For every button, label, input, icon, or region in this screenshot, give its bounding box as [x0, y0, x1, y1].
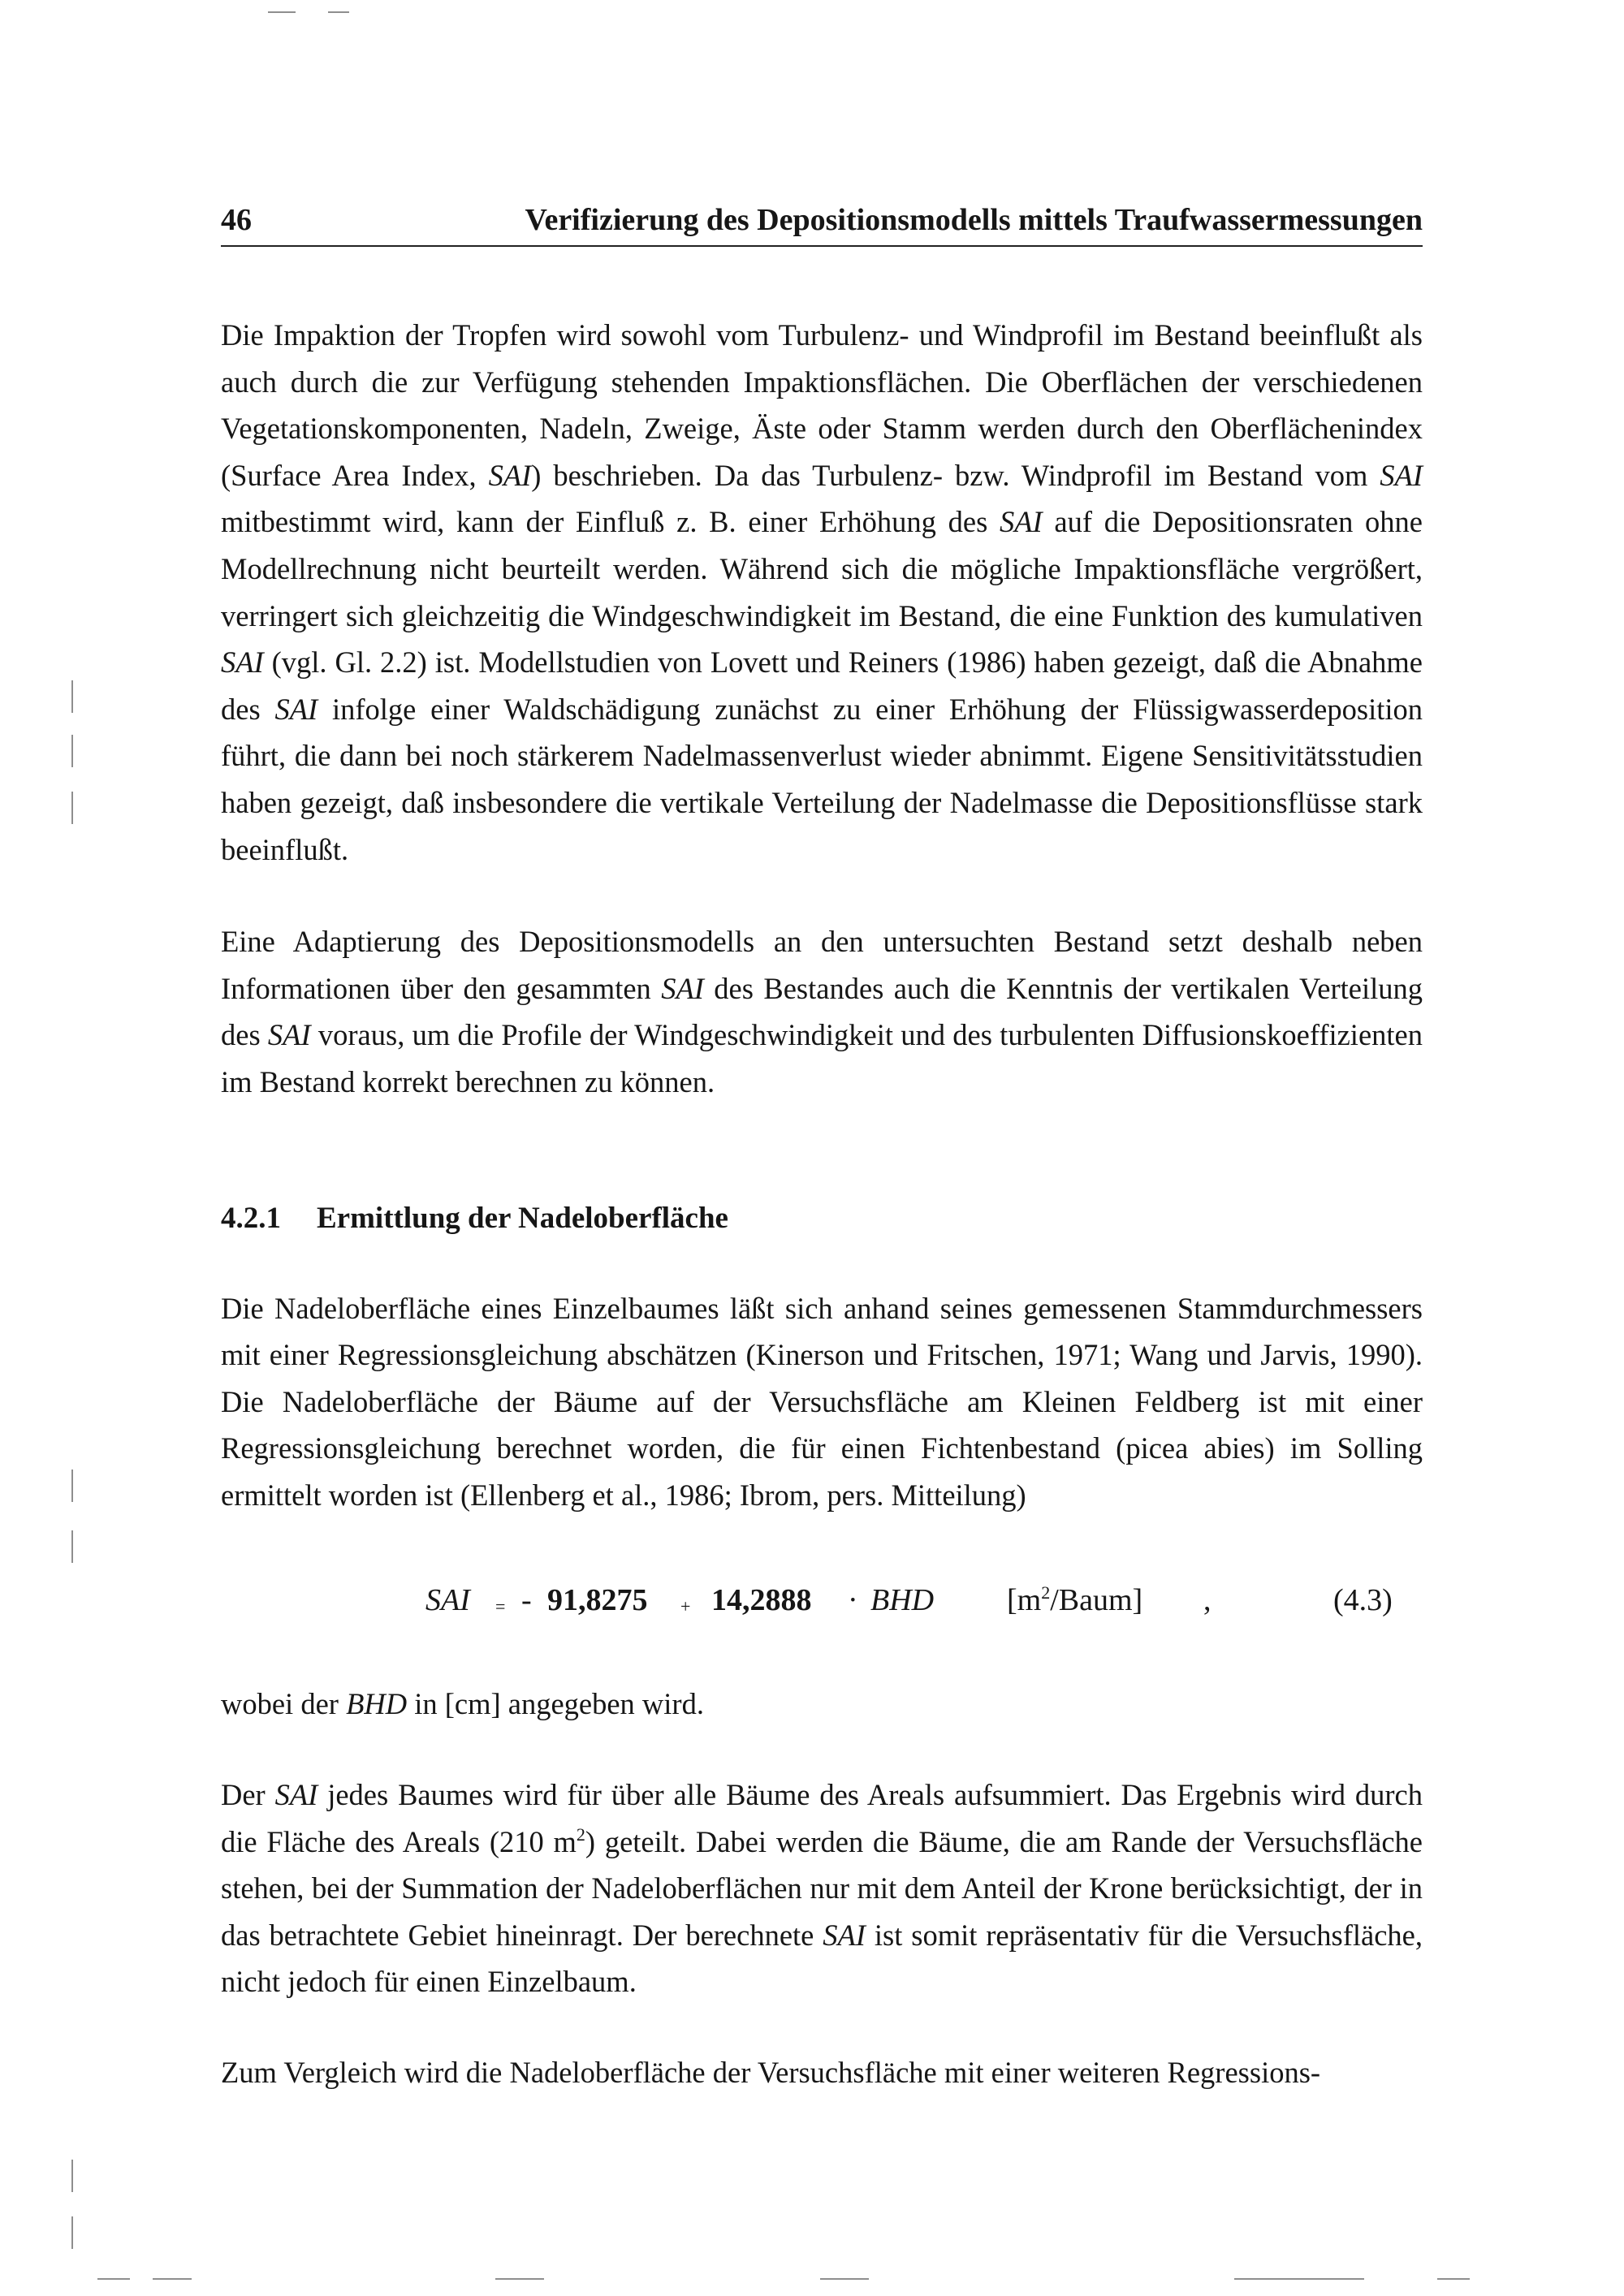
- equation-minus: -: [521, 1583, 532, 1618]
- scan-artifact: [1234, 2278, 1364, 2280]
- running-header: [221, 195, 1423, 247]
- equation-variable: BHD: [870, 1583, 935, 1618]
- equation-plus: +: [680, 1596, 691, 1617]
- section-title: Ermittlung der Nadeloberfläche: [317, 1201, 728, 1235]
- scan-artifact: [153, 2278, 192, 2280]
- equation-constant: 91,8275: [547, 1583, 648, 1618]
- equation-comma: ,: [1203, 1583, 1212, 1618]
- equation-equals: =: [495, 1596, 506, 1617]
- scan-artifact: [71, 1530, 73, 1563]
- equation-label: (4.3): [1333, 1583, 1393, 1618]
- scan-artifact: [1437, 2278, 1470, 2280]
- section-heading: [221, 1195, 1423, 1241]
- scan-artifact: [71, 792, 73, 824]
- scan-artifact: [820, 2278, 869, 2280]
- equation-dot: ·: [848, 1583, 858, 1618]
- paragraph-comparison: Zum Vergleich wird die Nadeloberfläche der Versuchsfläche mit einer weiteren Regressions-: [221, 2056, 1321, 2090]
- scan-artifact: [97, 2278, 130, 2280]
- equation-unit: $[m^2/Baum]$: [1007, 1582, 1143, 1618]
- paragraph-needle-surface: Die Nadeloberfläche eines Einzelbaumes läßt sich anhand seines gemessenen Stammdurchmessers mit einer Regressionsgleichung abschätzen (Kinerson und Fritschen, 1971; Wang und Jarvis, 1990). Die Nadeloberfläche der Bäume auf der Versuchsfläche am Kleinen Feldberg ist mit einer Regressionsgleichung berechnet worden, die für einen Fichtenbestand (picea abies) im Solling ermittelt worden ist (Ellenberg et al., 1986; Ibrom, pers. Mitteilung): [221, 1291, 1423, 1512]
- scan-artifact: [71, 2216, 73, 2249]
- equation-lhs: SAI: [425, 1583, 470, 1618]
- scan-artifact: [71, 735, 73, 767]
- scan-artifact: [268, 11, 296, 13]
- scan-artifact: [328, 11, 349, 13]
- document-page: [221, 195, 1423, 2096]
- paragraph-impaction: Die Impaktion der Tropfen wird sowohl vom Turbulenz- und Windprofil im Bestand beeinflußt als auch durch die zur Verfügung stehenden Impaktionsflächen. Die Oberflächen der verschiedenen Vegetationskomponenten, Nadeln, Zweige, Äste oder Stamm werden durch den Oberflächenindex (Surface Area Index, SAI) beschrieben. Da das Turbulenz- bzw. Windprofil im Bestand vom SAI mitbestimmt wird, kann der Einfluß z. B. einer Erhöhung des SAI auf die Depositionsraten ohne Modellrechnung nicht beurteilt werden. Während sich die mögliche Impaktionsfläche vergrößert, verringert sich gleichzeitig die Windgeschwindigkeit im Bestand, die eine Funktion des kumulativen SAI (vgl. Gl. 2.2) ist. Modellstudien von Lovett und Reiners (1986) haben gezeigt, daß die Abnahme des SAI infolge einer Waldschädigung zunächst zu einer Erhöhung der Flüssigwasserdeposition führt, die dann bei noch stärkerem Nadelmassenverlust wieder abnimmt. Eigene Sensitivitätsstudien haben gezeigt, daß insbesondere die vertikale Verteilung der Nadelmasse die Depositionsflüsse stark beeinflußt.: [221, 318, 1423, 866]
- section-number: 4.2.1: [221, 1201, 281, 1235]
- paragraph-summation: Der SAI jedes Baumes wird für über alle Bäume des Areals aufsummiert. Das Ergebnis wird durch die Fläche des Areals (210 $m^2$) geteilt. Dabei werden die Bäume, die am Rande der Versuchsfläche stehen, bei der Summation der Nadeloberflächen nur mit dem Anteil der Krone berücksichtigt, der in das betrachtete Gebiet hineinragt. Der berechnete SAI ist somit repräsentativ für die Versuchsfläche, nicht jedoch für einen Einzelbaum.: [221, 1778, 1423, 1999]
- running-title: Verifizierung des Depositionsmodells mittels Traufwassermessungen: [525, 203, 1423, 237]
- scan-artifact: [71, 2160, 73, 2192]
- scan-artifact: [495, 2278, 544, 2280]
- page-number: 46: [221, 203, 252, 237]
- paragraph-bhd-unit: wobei der BHD in [cm] angegeben wird.: [221, 1687, 704, 1721]
- scan-artifact: [71, 1470, 73, 1502]
- equation-4-3: [221, 1577, 1423, 1624]
- equation-coefficient: 14,2888: [711, 1583, 812, 1618]
- paragraph-adaptation: Eine Adaptierung des Depositionsmodells an den untersuchten Bestand setzt deshalb neben Informationen über den gesammten SAI des Bestandes auch die Kenntnis der vertikalen Verteilung des SAI voraus, um die Profile der Windgeschwindigkeit und des turbulenten Diffusionskoeffizienten im Bestand korrekt berechnen zu können.: [221, 925, 1423, 1098]
- scan-artifact: [71, 680, 73, 713]
